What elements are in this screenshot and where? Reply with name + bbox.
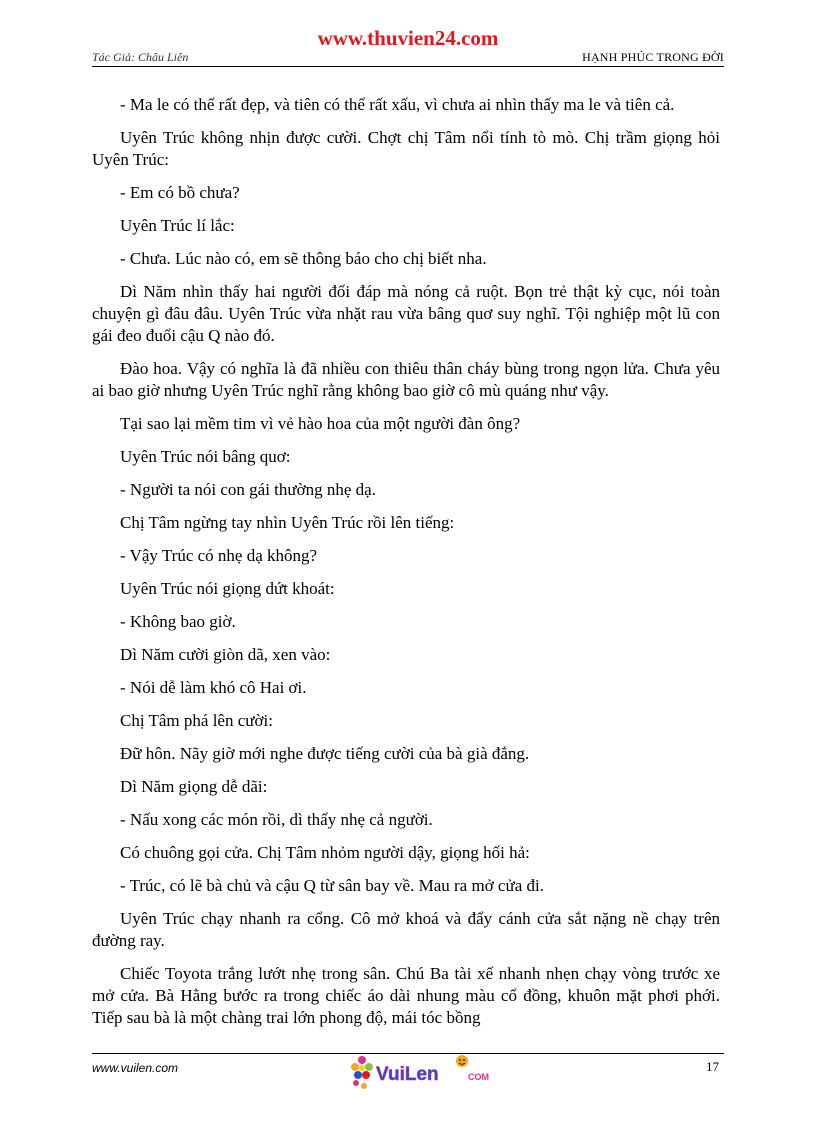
paragraph: - Không bao giờ. bbox=[120, 612, 236, 631]
paragraph: Đữ hôn. Nãy giờ mới nghe được tiếng cười của bà già đắng. bbox=[120, 744, 530, 763]
paragraph: Đào hoa. Vậy có nghĩa là đã nhiều con thiêu thân cháy bùng trong ngọn lửa. Chưa yêu ai bao giờ nhưng Uyên Trúc nghĩ rằng không bao giờ cô mù quáng như vậy. bbox=[92, 359, 720, 400]
paragraph: Dì Năm giọng dễ dãi: bbox=[120, 777, 268, 796]
paragraph: - Nói dễ làm khó cô Hai ơi. bbox=[120, 678, 307, 697]
paragraph: Dì Năm cười giòn dã, xen vào: bbox=[120, 645, 331, 664]
site-url-header[interactable]: www.thuvien24.com bbox=[317, 26, 499, 50]
page-body bbox=[92, 94, 720, 1040]
vuilen-logo[interactable] bbox=[346, 1050, 506, 1092]
book-title: HẠNH PHÚC TRONG ĐỜI bbox=[582, 50, 724, 64]
paragraph: - Ma le có thể rất đẹp, và tiên có thể rất xấu, vì chưa ai nhìn thấy ma le và tiên cả. bbox=[120, 95, 675, 114]
paragraph: Uyên Trúc chạy nhanh ra cổng. Cô mở khoá và đẩy cánh cửa sắt nặng nề chạy trên đường ray. bbox=[92, 909, 720, 950]
paragraph: Chị Tâm phá lên cười: bbox=[120, 711, 273, 730]
paragraph: - Nấu xong các món rồi, dì thấy nhẹ cả người. bbox=[120, 810, 433, 829]
paragraph: Uyên Trúc nói bâng quơ: bbox=[120, 447, 291, 466]
logo-suffix: COM bbox=[468, 1072, 489, 1082]
paragraph: Uyên Trúc nói giọng dứt khoát: bbox=[120, 579, 335, 598]
logo-wordmark: VuiLen bbox=[376, 1064, 439, 1085]
paragraph: - Em có bồ chưa? bbox=[120, 183, 240, 202]
paragraph: Chị Tâm ngừng tay nhìn Uyên Trúc rồi lên tiếng: bbox=[120, 513, 455, 532]
author-label: Tác Giả: Châu Liên bbox=[92, 50, 189, 64]
footer-site-link[interactable]: www.vuilen.com bbox=[92, 1061, 179, 1075]
paragraph: Có chuông gọi cửa. Chị Tâm nhỏm người dậy, giọng hối hả: bbox=[120, 843, 530, 862]
flower-icon bbox=[351, 1056, 373, 1089]
paragraph: - Người ta nói con gái thường nhẹ dạ. bbox=[120, 480, 376, 499]
paragraph: - Trúc, có lẽ bà chủ và cậu Q từ sân bay về. Mau ra mở cửa đi. bbox=[120, 876, 544, 895]
header-divider bbox=[92, 66, 724, 67]
paragraph: Tại sao lại mềm tim vì vẻ hào hoa của một người đàn ông? bbox=[120, 414, 521, 433]
smiley-icon bbox=[456, 1055, 468, 1067]
paragraph: Dì Năm nhìn thấy hai người đối đáp mà nóng cả ruột. Bọn trẻ thật kỳ cục, nói toàn chuyện gì đâu đâu. Uyên Trúc vừa nhặt rau vừa bâng quơ suy nghĩ. Tội nghiệp một lũ con gái đeo đuổi cậu Q nào đó. bbox=[92, 282, 720, 345]
page-number: 17 bbox=[706, 1059, 719, 1074]
paragraph: Uyên Trúc lí lắc: bbox=[120, 216, 235, 235]
paragraph: Chiếc Toyota trắng lướt nhẹ trong sân. Chú Ba tài xế nhanh nhẹn chạy vòng trước xe mở cửa. Bà Hằng bước ra trong chiếc áo dài nhung màu cổ đồng, khuôn mặt phơi phới. Tiếp sau bà là một chàng trai lớn phong độ, mái tóc bồng bbox=[92, 964, 720, 1027]
paragraph: - Chưa. Lúc nào có, em sẽ thông báo cho chị biết nha. bbox=[120, 249, 487, 268]
paragraph: Uyên Trúc không nhịn được cười. Chợt chị Tâm nổi tính tò mò. Chị trầm giọng hỏi Uyên Trúc: bbox=[92, 128, 720, 169]
paragraph: - Vậy Trúc có nhẹ dạ không? bbox=[120, 546, 318, 565]
